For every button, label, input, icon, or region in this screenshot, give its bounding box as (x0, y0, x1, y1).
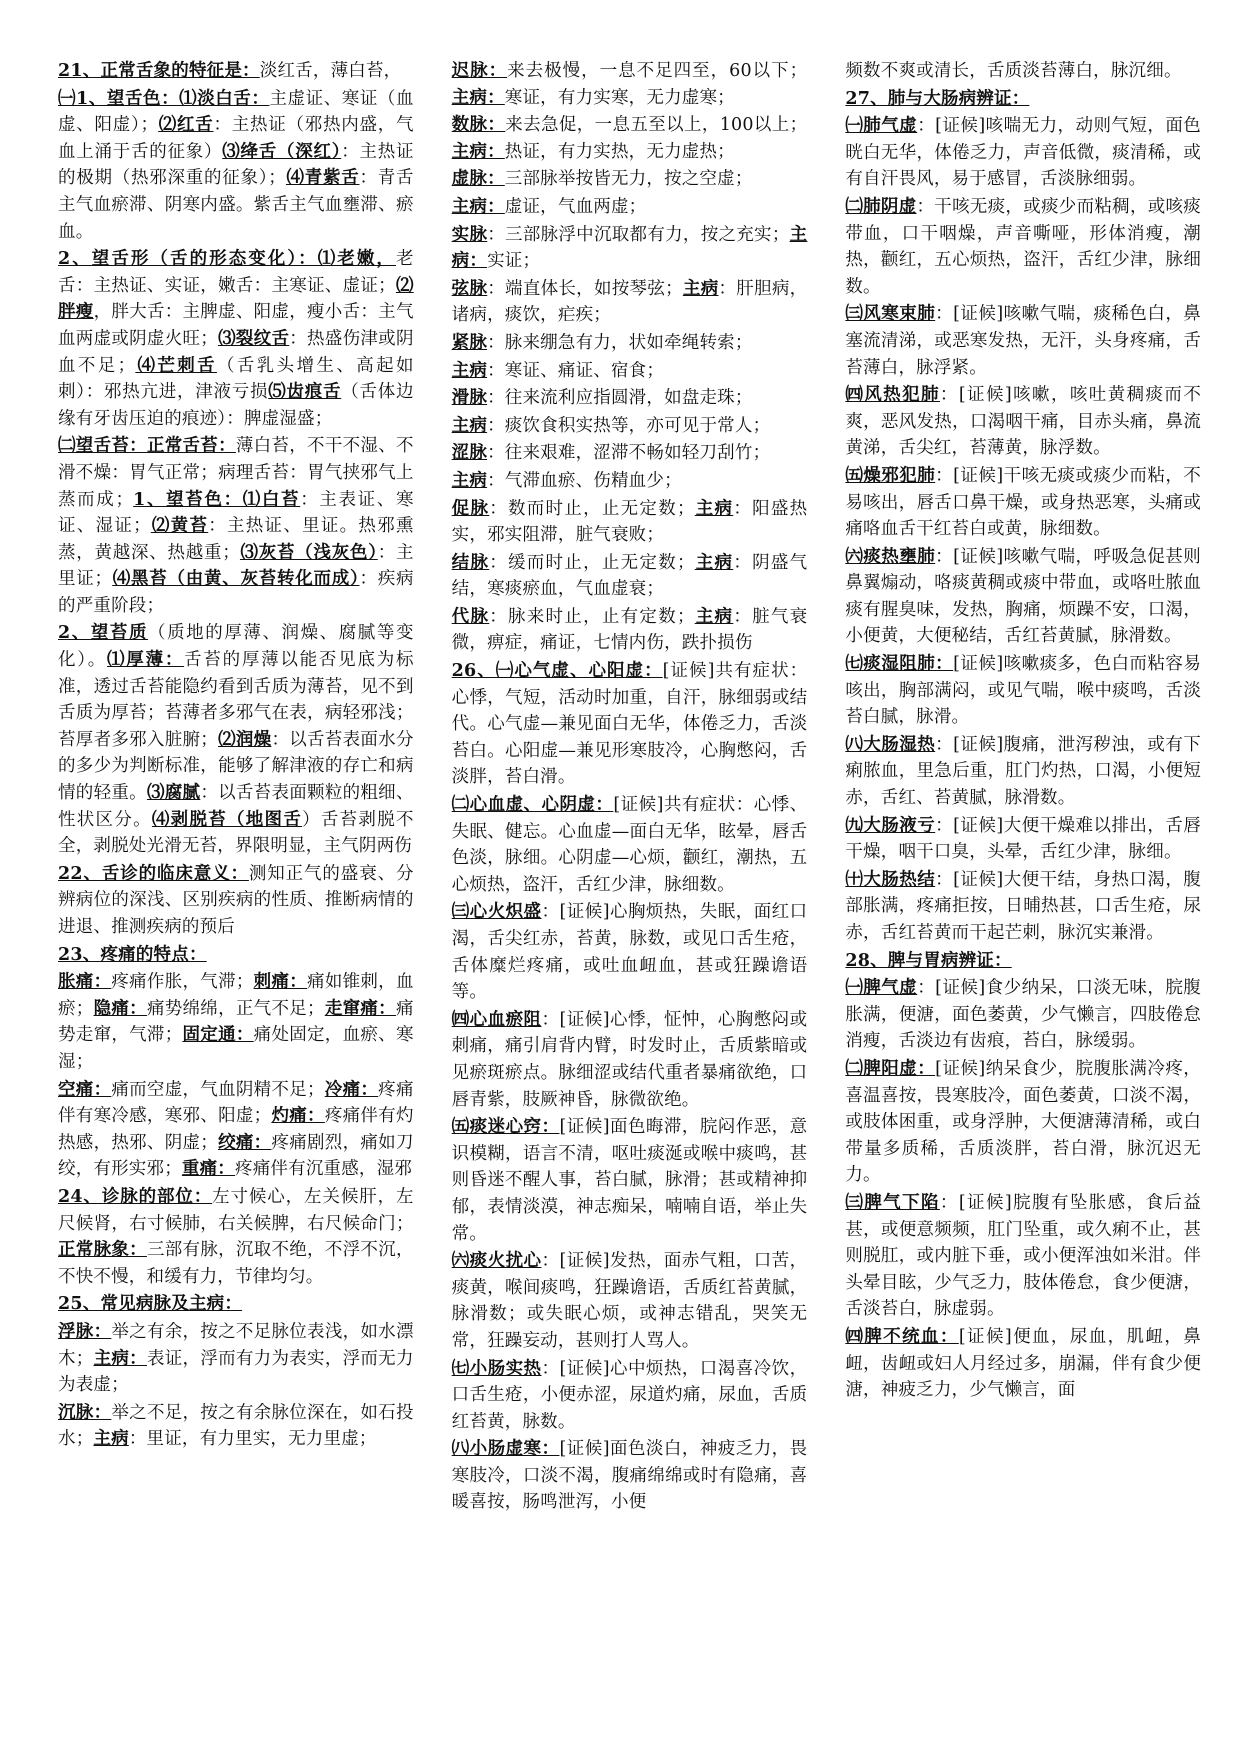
body-text: ：干咳无痰，或痰少而粘稠，或咳痰带血，口干咽燥，声音嘶哑，形体消瘦，潮热，颧红，五心烦热，盗汗，舌红少津，脉细数。 (845, 196, 1202, 297)
paragraph (58, 86, 414, 246)
body-text: [证候]面色淡白，神疲乏力，畏寒肢冷，口淡不渴，腹痛绵绵或时有隐痛，喜暖喜按，肠鸣泄泻，小便 (451, 1439, 808, 1513)
heading-text: ㈤痰迷心窍： (451, 1117, 560, 1138)
body-text: ：主热证（邪热内盛，气血上涌于舌的征象） (58, 115, 414, 162)
heading-text: 走窜痛： (324, 998, 396, 1019)
heading-text: 主病 (694, 498, 734, 519)
paragraph (58, 1319, 414, 1399)
paragraph (845, 1324, 1201, 1404)
body-text: ：数而时止，止无定数； (489, 498, 695, 519)
body-text: 舌苔的厚薄以能否见底为标准，透过舌苔能隐约看到舌质为薄苔，见不到舌质为厚苔；苔薄者多邪气在表，病轻邪浅；苔厚者多邪入脏腑； (58, 650, 414, 750)
heading-text: 28、脾与胃病辨证： (845, 950, 1012, 971)
heading-text: 胀痛： (58, 972, 112, 993)
body-text: [证候]共有症状：心悸，气短，活动时加重，自汗，脉细弱或结代。心气虚—兼见面白无华，体倦乏力，舌淡苔白。心阳虚—兼见形寒肢冷，心胸憋闷，舌淡胖，苔白滑。 (451, 661, 808, 788)
body-text: ，胖大舌：主脾虚、阳虚，瘦小舌：主气血两虚或阴虚火旺； (58, 302, 414, 349)
paragraph (845, 463, 1201, 543)
body-text: 老舌：主热证、实证，嫩舌：主寒证、虚证； (58, 249, 414, 296)
heading-text: ⑷芒刺舌 (135, 355, 218, 376)
paragraph (452, 496, 808, 549)
body-text: 来去急促，一息五至以上，100以上； (505, 115, 808, 136)
body-text: ：疾病的严重阶段； (58, 569, 414, 616)
heading-text: 23、疼痛的特点： (58, 944, 207, 965)
paragraph (58, 1400, 414, 1453)
body-text: ：[证候]腹痛，泄泻秽浊，或有下痢脓血，里急后重，肛门灼热，口渴，小便短赤，舌红、苔黄腻，脉滑数。 (845, 734, 1202, 809)
body-text: ：痰饮食积实热等，亦可见于常人； (487, 415, 771, 436)
body-text: ：往来艰难，涩滞不畅如轻刀刮竹； (487, 443, 771, 464)
body-text: 频数不爽或清长，舌质淡苔薄白，脉沉细。 (845, 61, 1182, 81)
heading-text: 数脉： (451, 115, 506, 136)
paragraph (452, 1436, 808, 1516)
body-text: ：缓而时止，止无定数； (489, 552, 695, 573)
paragraph (452, 112, 808, 165)
paragraph (452, 330, 808, 357)
paragraph (452, 58, 808, 111)
heading-text: 24、诊脉的部位： (58, 1186, 213, 1207)
heading-text: 26、㈠心气虚、心阳虚： (451, 661, 663, 682)
paragraph (58, 620, 414, 859)
body-text: 薄白苔，不干不湿、不滑不燥：胃气正常；病理舌苔：胃气挟邪气上蒸而成； (58, 436, 414, 510)
body-text: [证候]面色晦滞，脘闷作恶，意识模糊，语言不清，呕吐痰涎或喉中痰鸣，甚则昏迷不醒人事，苔白腻，脉滑；甚或精神抑郁，表情淡漠，神志痴呆，喃喃自语，举止失常。 (451, 1117, 808, 1244)
body-text: ：[证候]咳嗽，咳吐黄稠痰而不爽，恶风发热，口渴咽干痛，目赤头痛，鼻流黄涕，舌尖红，苔薄黄，脉浮数。 (845, 385, 1202, 459)
heading-text: 刺痛： (253, 972, 308, 993)
body-text: ：[证候]心悸，怔忡，心胸憋闷或刺痛，痛引肩背内臂，时发时止，舌质紫暗或见瘀斑瘀点。脉细涩或结代重者暴痛欲绝，口唇青紫，肢厥神昏，脉微欲绝。 (451, 1009, 808, 1110)
body-text: 痛而空虚，气血阴精不足； (111, 1079, 325, 1100)
paragraph (452, 604, 808, 657)
heading-text: 22、舌诊的临床意义： (58, 863, 249, 884)
body-text: ：[证候]干咳无痰或痰少而粘，不易咳出，唇舌口鼻干燥，或身热恶寒，头痛或痛咯血舌干红苔白或黄，脉细数。 (845, 465, 1202, 540)
paragraph (845, 194, 1201, 300)
heading-text: ㈡望舌苔：正常舌苔： (58, 436, 236, 457)
paragraph (845, 813, 1201, 866)
body-text: ）舌苔剥脱不全，剥脱处光滑无苔，界限明显，主气阴两伤 (58, 809, 414, 857)
heading-text: ㈡脾阳虚： (845, 1058, 936, 1079)
body-text: 寒证，有力实寒，无力虚寒； (504, 87, 735, 108)
heading-text: ㈦小肠实热 (451, 1358, 542, 1379)
body-text: ：主表证、寒证、湿证； (58, 489, 414, 537)
heading-text: 涩脉 (451, 443, 488, 464)
heading-text: ⑶绛舌（深红） (222, 141, 342, 162)
heading-text: ㈦痰湿阻肺： (845, 654, 954, 675)
body-text: ：热盛伤津或阴血不足； (58, 328, 414, 376)
heading-text: 正常脉象： (58, 1240, 147, 1261)
heading-text: 主病： (451, 87, 505, 108)
heading-text: 冷痛： (324, 1079, 379, 1100)
paragraph (58, 861, 414, 941)
heading-text: ⑷剥脱苔（地图舌 (151, 809, 303, 830)
heading-text: ⑶裂纹舌 (218, 328, 290, 349)
heading-text: 主病 (451, 415, 488, 436)
body-text: 虚证，气血两虚； (504, 196, 647, 217)
heading-text: ㈣心血瘀阻 (451, 1009, 542, 1030)
heading-text: ⑴厚薄： (107, 650, 185, 671)
body-text: ：[证候]心胸烦热，失眠，面红口渴，舌尖红赤，苔黄，脉数，或见口舌生疮，舌体糜烂疼痛，或吐血衄血，甚或狂躁谵语等。 (451, 902, 808, 1003)
heading-text: 促脉 (451, 498, 490, 519)
body-text: ：主里证； (58, 542, 414, 590)
body-text: 举之有余，按之不足脉位表浅，如水漂木； (58, 1321, 414, 1369)
paragraph (845, 58, 1201, 85)
paragraph (845, 301, 1201, 381)
heading-text: 主病 (451, 360, 488, 381)
paragraph (58, 58, 414, 85)
body-text: [证候]纳呆食少，脘腹胀满冷疼，喜温喜按，畏寒肢冷，面色萎黄，口淡不渴，或肢体困重，或身浮肿，大便溏薄清稀，或白带量多质稀，舌质淡胖，苔白滑，脉沉迟无力。 (845, 1058, 1202, 1186)
body-text: （质地的厚薄、润燥、腐腻等变化）。 (58, 623, 414, 671)
heading-text: ⑵润燥 (218, 729, 272, 750)
heading-text: ㈣风热犯肺 (845, 385, 940, 406)
body-text: ：[证候]大便干燥难以排出，舌唇干燥，咽干口臭，头晕，舌红少津，脉细。 (845, 815, 1202, 863)
body-text: ：脉来绷急有力，状如牵绳转索； (487, 332, 753, 353)
heading-text: 迟脉： (451, 61, 508, 81)
heading-text: 浮脉： (58, 1321, 112, 1342)
heading-text: ㈢风寒束肺 (845, 304, 936, 325)
heading-text: 主病 (694, 606, 734, 627)
body-text: 测知正气的盛衰、分辨病位的深浅、区别疾病的性质、推断病情的进退、推测疾病的预后 (58, 863, 414, 937)
column-2 (452, 58, 808, 1714)
paragraph (845, 651, 1201, 731)
heading-text: 主病： (93, 1348, 147, 1369)
body-text: 三部脉举按皆无力，按之空虚； (504, 169, 753, 190)
body-text: 来去极慢，一息不足四至，60以下； (507, 61, 808, 81)
body-text: [证候]共有症状：心悸、失眠、健忘。心血虚—面白无华，眩晕，唇舌色淡，脉细。心阴虚—心烦，颧红，潮热，五心烦热，盗汗，舌红少津，脉细数。 (451, 795, 808, 895)
body-text: 疼痛伴有灼热感，热邪、阴虚； (58, 1106, 414, 1153)
heading-text: 紧脉 (451, 332, 488, 353)
paragraph (452, 899, 808, 1005)
body-text: 主虚证、寒证（血虚、阳虚）； (58, 88, 414, 136)
body-text: 实证； (487, 251, 541, 272)
heading-text: ⑸齿痕舌 (268, 382, 342, 403)
body-text: 疼痛剧烈，痛如刀绞，有形实邪； (58, 1132, 414, 1180)
heading-text: 虚脉： (451, 169, 505, 190)
body-text: ：[证候]发热，面赤气粗，口苦，痰黄，喉间痰鸣，狂躁谵语，舌质红苔黄腻，脉滑数；或失眠心烦，或神志错乱，哭笑无常，狂躁妄动，甚则打人骂人。 (451, 1251, 808, 1351)
paragraph (845, 948, 1201, 975)
body-text: ：寒证、痛证、宿食； (487, 360, 665, 381)
paragraph (58, 246, 414, 432)
heading-text: 沉脉： (58, 1402, 112, 1423)
paragraph (452, 1356, 808, 1436)
column-1 (58, 58, 414, 1714)
column-3 (845, 58, 1201, 1714)
body-text: ：往来流利应指圆滑，如盘走珠； (487, 388, 753, 409)
paragraph (845, 86, 1201, 113)
paragraph (845, 867, 1201, 947)
paragraph (845, 544, 1201, 650)
body-text: [证候]便血，尿血，肌衄，鼻衄，齿衄或妇人月经过多，崩漏，伴有食少便溏，神疲乏力，少气懒言，面 (845, 1326, 1202, 1401)
heading-text: 代脉 (451, 606, 490, 627)
heading-text: 2、望舌形（舌的形态变化）：⑴老嫩， (58, 249, 396, 270)
body-text: ：[证候]脘腹有坠胀感，食后益甚，或便意频频，肛门坠重，或久痢不止，甚则脱肛，或内脏下垂，或小便浑浊如米泔。伴头晕目眩，少气乏力，肢体倦怠，食少便溏，舌淡苔白，脉虚弱。 (845, 1192, 1202, 1320)
heading-text: ㈩大肠热结 (845, 869, 936, 890)
paragraph (58, 1184, 414, 1290)
body-text: ：主热证、里证。热邪熏蒸，黄越深、热越重； (58, 516, 414, 563)
paragraph (58, 942, 414, 969)
heading-text: 结脉 (451, 552, 490, 573)
heading-text: ㈡肺阴虚 (845, 196, 917, 217)
paragraph (58, 1291, 414, 1318)
heading-text: ㈠肺气虚 (845, 116, 918, 137)
body-text: 热证，有力实热，无力虚热； (504, 141, 735, 162)
body-text: ：[证候]食少纳呆，口淡无味，脘腹胀满，便溏，面色萎黄，少气懒言，四肢倦怠消瘦，舌淡边有齿痕，苔白，脉缓弱。 (845, 978, 1202, 1052)
heading-text: ㈥痰火扰心 (451, 1251, 542, 1272)
body-text: 痛如锥刺，血瘀； (58, 972, 414, 1019)
heading-text: 主病 (451, 470, 488, 491)
heading-text: ㈢脾气下陷 (845, 1192, 940, 1213)
heading-text: 21、正常舌象的特征是： (58, 61, 260, 81)
heading-text: ⑶灰苔（浅灰色） (239, 542, 378, 563)
body-text: 疼痛伴有沉重感，湿邪 (235, 1159, 413, 1180)
heading-text: 灼痛： (271, 1106, 325, 1127)
body-text: ：脏气衰微，痹症，痛证，七情内伤，跌扑损伤 (451, 606, 808, 654)
body-text: ：以舌苔表面水分的多少为判断标准，能够了解津液的存亡和病情的轻重。 (58, 729, 414, 804)
heading-text: 主病： (451, 196, 505, 217)
body-text: 左寸候心，左关候肝，左尺候肾，右寸候肺，右关候脾，右尺候命门； (58, 1186, 414, 1234)
body-text: ：阴盛气结，寒痰瘀血，气血虚衰； (451, 552, 808, 600)
heading-text: ㈣脾不统血： (845, 1326, 959, 1347)
body-text: ：以舌苔表面颗粒的粗细、性状区分。 (58, 783, 414, 830)
heading-text: 绞痛： (218, 1132, 272, 1153)
body-text: （舌体边缘有牙齿压迫的痕迹）：脾虚湿盛； (58, 382, 414, 429)
body-text: ：主热证的极期（热邪深重的征象）； (58, 141, 414, 189)
body-text: ：三部脉浮中沉取都有力，按之充实； (487, 224, 790, 245)
heading-text: 2、望苔质 (58, 623, 149, 644)
body-text: （舌乳头增生、高起如刺）：邪热亢进，津液亏损 (58, 355, 414, 403)
heading-text: 固定通： (182, 1025, 254, 1046)
heading-text: 主病： (451, 224, 808, 272)
paragraph (452, 658, 808, 791)
heading-text: 空痛： (58, 1079, 112, 1100)
paragraph (452, 1248, 808, 1354)
heading-text: ㈠脾气虚 (845, 978, 918, 999)
heading-text: ㈡心血虚、心阴虚： (451, 795, 614, 816)
body-text: ：[证候]心中烦热，口渴喜冷饮，口舌生疮，小便赤涩，尿道灼痛，尿血，舌质红苔黄，脉数。 (451, 1358, 808, 1432)
paragraph (58, 433, 414, 619)
body-text: 三部有脉，沉取不绝，不浮不沉，不快不慢，和缓有力，节律均匀。 (58, 1240, 414, 1287)
heading-text: 主病 (682, 278, 719, 299)
body-text: 痛处固定，血瘀、寒湿； (58, 1025, 414, 1072)
heading-text: ⑷青紫舌 (285, 168, 360, 189)
body-text: ：肝胆病，诸病，痰饮，疟疾； (451, 278, 808, 326)
heading-text: 主病 (694, 552, 734, 573)
paragraph (452, 358, 808, 385)
heading-text: 1、望苔色：⑴白苔 (133, 489, 301, 510)
body-text: ：[证候]咳喘无力，动则气短，面色晄白无华，体倦乏力，声音低微，痰清稀，或有自汗畏风，易于感冒，舌淡脉细弱。 (845, 116, 1202, 190)
heading-text: ㈥痰热壅肺 (845, 546, 936, 567)
paragraph (452, 468, 808, 495)
paragraph (452, 276, 808, 329)
body-text: [证候]咳嗽痰多，色白而粘容易咳出，胸部满闷，或见气喘，喉中痰鸣，舌淡苔白腻，脉滑。 (845, 654, 1202, 728)
heading-text: 27、肺与大肠病辨证： (845, 88, 1030, 109)
paragraph (845, 975, 1201, 1055)
body-text: ：气滞血瘀、伤精血少； (487, 470, 682, 491)
paragraph (452, 792, 808, 898)
paragraph (845, 1190, 1201, 1323)
paragraph (452, 1007, 808, 1113)
heading-text: 实脉 (451, 224, 488, 245)
paragraph (58, 1077, 414, 1183)
body-text: ：阳盛热实，邪实阻滞，脏气衰败； (451, 498, 808, 546)
heading-text: 隐痛： (93, 998, 147, 1019)
body-text: 疼痛伴有寒冷感，寒邪、阳虚； (58, 1079, 414, 1127)
paragraph (452, 440, 808, 467)
heading-text: ⑵黄苔 (150, 516, 209, 537)
body-text: 疼痛作胀，气滞； (111, 972, 254, 993)
paragraph (845, 732, 1201, 812)
body-text: ：[证候]咳嗽气喘，呼吸急促甚则鼻翼煽动，咯痰黄稠或痰中带血，或咯吐脓血痰有腥臭味，发热，胸痛，烦躁不安，口渴，小便黄，大便秘结，舌红苔黄腻，脉滑数。 (845, 546, 1202, 647)
paragraph (58, 969, 414, 1075)
paragraph (452, 166, 808, 193)
heading-text: ⑵红舌 (158, 115, 214, 136)
body-text: ：[证候]大便干结，身热口渴，腹部胀满，疼痛拒按，日晡热甚，口舌生疮，尿赤，舌红苔黄而干起芒刺，脉沉实兼滑。 (845, 869, 1202, 943)
body-text: 痛势绵绵，正气不足； (146, 998, 325, 1019)
body-text: ：端直体长，如按琴弦； (487, 278, 683, 299)
paragraph (452, 194, 808, 221)
body-text: ：里证，有力里实，无力里虚； (128, 1429, 377, 1450)
text-columns (58, 58, 1201, 1714)
heading-text: ⑶腐腻 (146, 783, 201, 804)
heading-text: ㈧大肠湿热 (845, 734, 936, 755)
paragraph (845, 382, 1201, 462)
heading-text: ㈢心火炽盛 (451, 902, 542, 923)
paragraph (452, 222, 808, 275)
body-text: ：[证候]咳嗽气喘，痰稀色白，鼻塞流清涕，或恶寒发热，无汗，头身疼痛，舌苔薄白，脉浮紧。 (845, 304, 1202, 378)
paragraph (845, 113, 1201, 193)
heading-text: ㈧小肠虚寒： (451, 1439, 560, 1460)
heading-text: 重痛： (181, 1159, 236, 1180)
heading-text: 弦脉 (451, 278, 488, 299)
body-text: ：青舌主气血瘀滞、阴寒内盛。紫舌主气血壅滞、瘀血。 (58, 168, 414, 242)
heading-text: 25、常见病脉及主病： (58, 1294, 243, 1315)
body-text: ：脉来时止，止有定数； (489, 606, 695, 627)
paragraph (452, 550, 808, 603)
heading-text: ㈠1、望舌色：⑴淡白舌： (58, 88, 270, 109)
body-text: 举之不足，按之有余脉位深在，如石投水； (58, 1402, 414, 1450)
body-text: 痛势走窜，气滞； (58, 998, 414, 1046)
heading-text: ⑵胖瘦 (58, 275, 414, 323)
heading-text: 滑脉 (451, 388, 488, 409)
body-text: 表证，浮而有力为表实，浮而无力为表虚； (58, 1348, 414, 1396)
paragraph (452, 385, 808, 412)
heading-text: 主病 (93, 1429, 129, 1450)
heading-text: 主病： (451, 141, 505, 162)
body-text: 淡红舌，薄白苔， (259, 61, 402, 81)
paragraph (452, 1114, 808, 1247)
paragraph (845, 1056, 1201, 1189)
heading-text: ⑷黑苔（由黄、灰苔转化而成） (112, 569, 360, 590)
heading-text: ㈤燥邪犯肺 (845, 465, 936, 486)
paragraph (452, 413, 808, 440)
heading-text: ㈨大肠液亏 (845, 815, 936, 836)
